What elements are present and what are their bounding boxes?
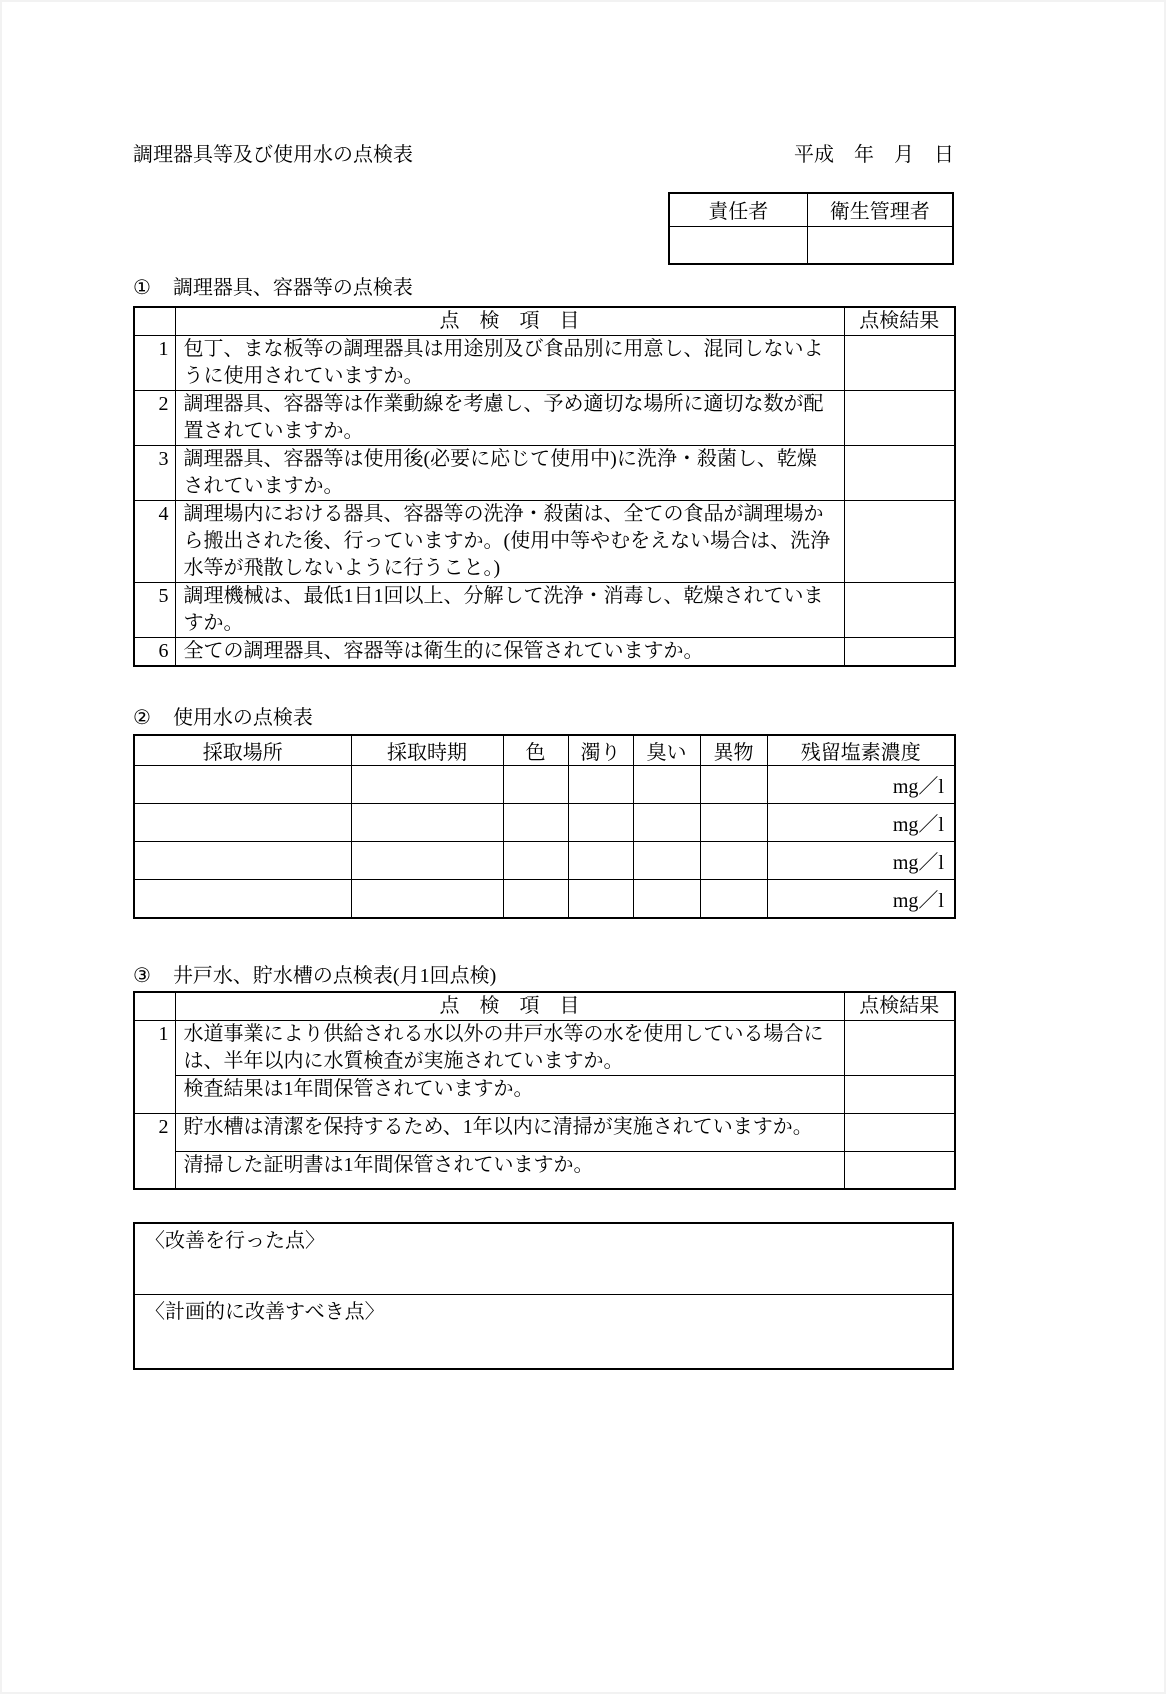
check-result-cell — [844, 1020, 955, 1075]
odor-cell — [633, 766, 700, 804]
utensil-check-table — [133, 306, 956, 667]
signature-cell-responsible — [669, 226, 807, 264]
row-number: 6 — [134, 638, 175, 667]
section2-number: ② — [133, 707, 151, 729]
well-row-1-sub — [134, 1075, 955, 1113]
header-turbidity: 濁り — [568, 735, 633, 766]
notes-box — [133, 1222, 954, 1370]
section3-title: 井戸水、貯水槽の点検表(月1回点検) — [172, 964, 497, 987]
header-sampling-place: 採取場所 — [134, 735, 351, 766]
sampling-time-cell — [351, 766, 503, 804]
turbidity-cell — [568, 842, 633, 880]
residual-chlorine-unit: mg／l — [767, 766, 955, 804]
foreign-matter-cell — [700, 804, 767, 842]
odor-cell — [633, 804, 700, 842]
check-item-text: 包丁、まな板等の調理器具は用途別及び食品別に用意し、混同しないように使用されていますか。 — [175, 336, 844, 391]
section3-heading — [133, 964, 954, 988]
check-item-text: 水道事業により供給される水以外の井戸水等の水を使用している場合には、半年以内に水質検査が実施されていますか。 — [175, 1020, 844, 1075]
utensil-table-header — [134, 307, 955, 336]
color-cell — [503, 804, 568, 842]
check-item-text: 調理器具、容器等は使用後(必要に応じて使用中)に洗浄・殺菌し、乾燥されていますか。 — [175, 446, 844, 501]
header-blank-cell — [134, 307, 175, 336]
water-row-4 — [134, 880, 955, 918]
row-number: 2 — [134, 1113, 175, 1189]
row-number: 1 — [134, 336, 175, 391]
check-item-text: 調理機械は、最低1日1回以上、分解して洗浄・消毒し、乾燥されていますか。 — [175, 583, 844, 638]
row-number: 5 — [134, 583, 175, 638]
header-check-item: 点 検 項 目 — [175, 307, 844, 336]
turbidity-cell — [568, 766, 633, 804]
well-table-header — [134, 992, 955, 1021]
residual-chlorine-unit: mg／l — [767, 804, 955, 842]
sampling-time-cell — [351, 804, 503, 842]
header-foreign-matter: 異物 — [700, 735, 767, 766]
check-result-cell — [844, 638, 955, 667]
sampling-place-cell — [134, 766, 351, 804]
foreign-matter-cell — [700, 842, 767, 880]
water-check-table — [133, 734, 956, 919]
color-cell — [503, 880, 568, 918]
section1-number: ① — [133, 277, 151, 299]
check-item-text: 調理場内における器具、容器等の洗浄・殺菌は、全ての食品が調理場から搬出された後、行っていますか。(使用中等やむをえない場合は、洗浄水等が飛散しないように行うこと。) — [175, 501, 844, 583]
header-check-item: 点 検 項 目 — [175, 992, 844, 1021]
header-blank-cell — [134, 992, 175, 1021]
sampling-time-cell — [351, 880, 503, 918]
foreign-matter-cell — [700, 880, 767, 918]
sampling-place-cell — [134, 804, 351, 842]
well-row-2 — [134, 1113, 955, 1151]
check-result-cell — [844, 501, 955, 583]
water-row-2 — [134, 804, 955, 842]
improvements-made-label: 〈改善を行った点〉 — [145, 1230, 325, 1252]
check-row-5 — [134, 583, 955, 638]
section2-title: 使用水の点検表 — [172, 707, 313, 729]
check-result-cell — [844, 391, 955, 446]
well-water-check-table — [133, 991, 956, 1191]
header-color: 色 — [503, 735, 568, 766]
header-row — [133, 142, 954, 168]
check-result-cell — [844, 1113, 955, 1151]
check-item-text: 全ての調理器具、容器等は衛生的に保管されていますか。 — [175, 638, 844, 667]
check-result-cell — [844, 1151, 955, 1189]
check-item-text: 調理器具、容器等は作業動線を考慮し、予め適切な場所に適切な数が配置されていますか。 — [175, 391, 844, 446]
signature-col-responsible: 責任者 — [669, 193, 807, 226]
odor-cell — [633, 880, 700, 918]
section3-number: ③ — [133, 964, 151, 987]
residual-chlorine-unit: mg／l — [767, 880, 955, 918]
check-item-text: 貯水槽は清潔を保持するため、1年以内に清掃が実施されていますか。 — [175, 1113, 844, 1151]
signature-col-hygiene-manager: 衛生管理者 — [807, 193, 953, 226]
planned-improvements-section — [135, 1295, 952, 1368]
date-line: 平成 年 月 日 — [794, 144, 954, 166]
row-number: 3 — [134, 446, 175, 501]
signature-table — [668, 192, 954, 265]
page-title: 調理器具等及び使用水の点検表 — [133, 144, 413, 166]
signature-header-row — [669, 193, 953, 226]
water-table-header — [134, 735, 955, 766]
turbidity-cell — [568, 880, 633, 918]
water-row-1 — [134, 766, 955, 804]
check-result-cell — [844, 336, 955, 391]
check-result-cell — [844, 446, 955, 501]
well-row-1 — [134, 1020, 955, 1075]
check-result-cell — [844, 583, 955, 638]
check-row-6 — [134, 638, 955, 667]
row-number: 2 — [134, 391, 175, 446]
signature-blank-row — [669, 226, 953, 264]
header-residual-chlorine: 残留塩素濃度 — [767, 735, 955, 766]
improvements-made-section — [135, 1224, 952, 1295]
check-row-3 — [134, 446, 955, 501]
foreign-matter-cell — [700, 766, 767, 804]
header-check-result: 点検結果 — [844, 307, 955, 336]
check-item-text: 検査結果は1年間保管されていますか。 — [175, 1075, 844, 1113]
header-check-result: 点検結果 — [844, 992, 955, 1021]
check-item-text: 清掃した証明書は1年間保管されていますか。 — [175, 1151, 844, 1189]
residual-chlorine-unit: mg／l — [767, 842, 955, 880]
section2-heading — [133, 706, 954, 730]
turbidity-cell — [568, 804, 633, 842]
sampling-place-cell — [134, 842, 351, 880]
check-row-4 — [134, 501, 955, 583]
signature-cell-hygiene-manager — [807, 226, 953, 264]
sampling-time-cell — [351, 842, 503, 880]
row-number: 4 — [134, 501, 175, 583]
row-number: 1 — [134, 1020, 175, 1113]
color-cell — [503, 766, 568, 804]
section1-title: 調理器具、容器等の点検表 — [172, 277, 413, 299]
color-cell — [503, 842, 568, 880]
odor-cell — [633, 842, 700, 880]
sampling-place-cell — [134, 880, 351, 918]
water-row-3 — [134, 842, 955, 880]
form-content — [133, 2, 954, 1370]
check-row-2 — [134, 391, 955, 446]
check-result-cell — [844, 1075, 955, 1113]
well-row-2-sub — [134, 1151, 955, 1189]
planned-improvements-label: 〈計画的に改善すべき点〉 — [145, 1301, 385, 1323]
check-row-1 — [134, 336, 955, 391]
section1-heading — [133, 276, 954, 300]
header-odor: 臭い — [633, 735, 700, 766]
header-sampling-time: 採取時期 — [351, 735, 503, 766]
